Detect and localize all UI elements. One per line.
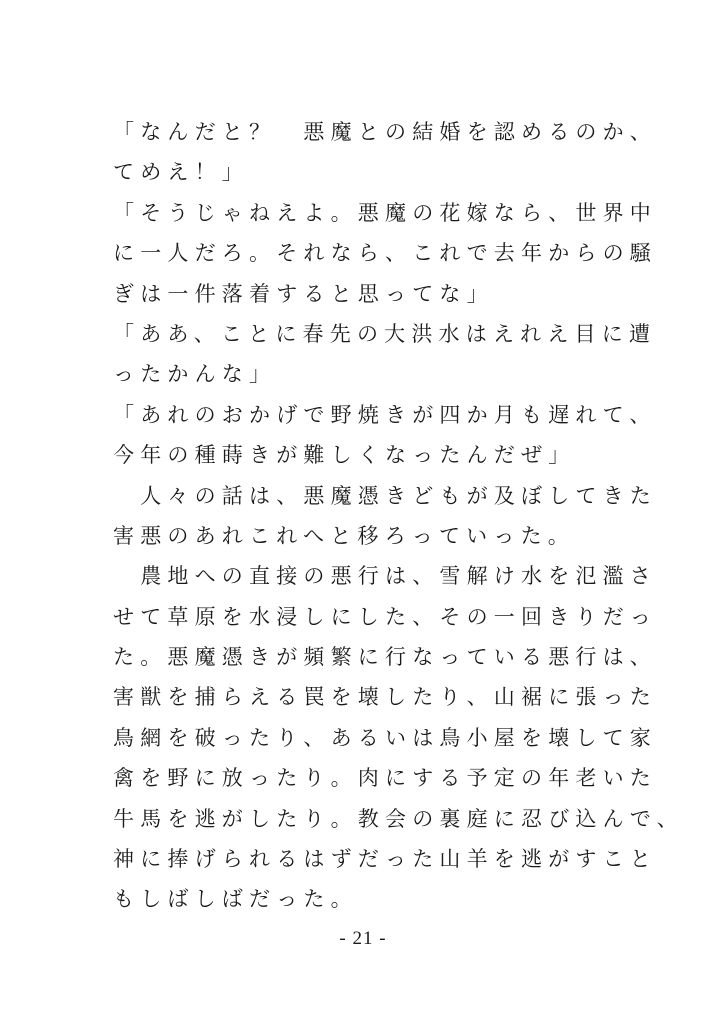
text-line: 「ああ、ことに春先の大洪水はえれえ目に遭 [113, 321, 657, 346]
text-line: に一人だろ。それなら、これで去年からの騒 [113, 241, 657, 266]
text-line: 害獣を捕らえる罠を壊したり、山裾に張った [113, 685, 657, 710]
text-line: 人々の話は、悪魔憑きどもが及ぼしてきた [113, 483, 657, 508]
text-line: 「なんだと？ 悪魔との結婚を認めるのか、 [113, 120, 657, 144]
text-line: 神に捧げられるはずだった山羊を逃がすこと [113, 847, 657, 872]
text-line: 牛馬を逃がしたり。教会の裏庭に忍び込んで、 [113, 806, 684, 831]
text-line: せて草原を水浸しにした、その一回きりだっ [113, 604, 657, 629]
text-line: 「そうじゃねえよ。悪魔の花嫁なら、世界中 [113, 200, 657, 225]
text-line: 「あれのおかげで野焼きが四か月も遅れて、 [113, 402, 657, 427]
text-line: 鳥網を破ったり、あるいは鳥小屋を壊して家 [113, 725, 657, 750]
body-text [113, 112, 684, 920]
text-line: 今年の種蒔きが難しくなったんだぜ」 [113, 443, 576, 468]
text-line: 害悪のあれこれへと移ろっていった。 [113, 523, 575, 548]
text-line: てめえ！」 [113, 160, 249, 185]
page-number: - 21 - [339, 928, 387, 949]
text-line: ったかんな」 [113, 362, 277, 387]
text-line: た。悪魔憑きが頻繁に行なっている悪行は、 [113, 645, 657, 670]
text-line: 農地への直接の悪行は、雪解け水を氾濫さ [113, 564, 657, 589]
text-line: 禽を野に放ったり。肉にする予定の年老いた [113, 766, 657, 791]
text-line: もしばしばだった。 [113, 887, 358, 912]
text-line: ぎは一件落着すると思ってな」 [113, 281, 494, 306]
